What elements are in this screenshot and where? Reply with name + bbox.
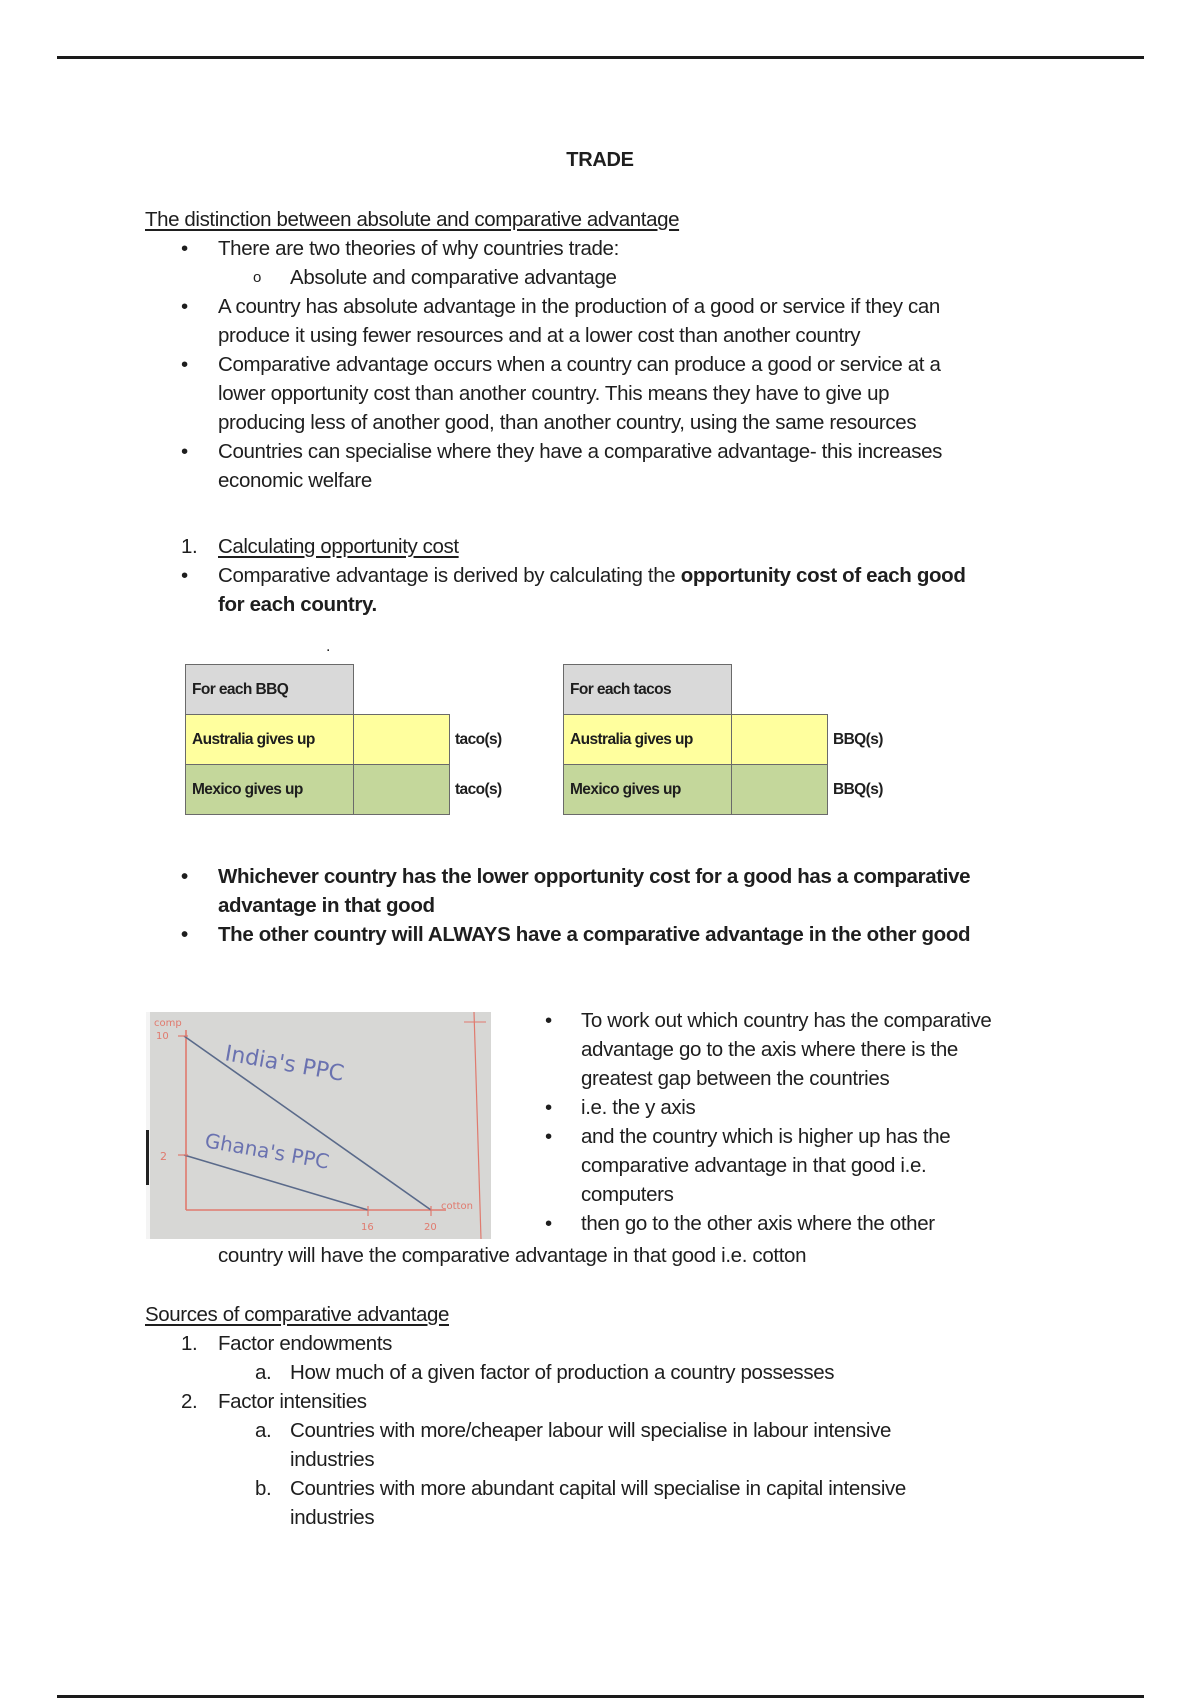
table-header: For each tacos	[564, 665, 732, 715]
section-opportunity-cost	[145, 532, 1065, 619]
svg-text:comp: comp	[154, 1018, 182, 1029]
list-item-continuation: produce it using fewer resources and at a lower cost than another country	[218, 324, 861, 347]
table-unit: taco(s)	[455, 781, 502, 798]
bullet-icon: •	[545, 1212, 552, 1235]
list-item: • A country has absolute advantage in the production of a good or service if they can	[145, 292, 1065, 321]
section-absolute-comparative	[145, 205, 1065, 495]
lettered-item-continuation: industries	[290, 1506, 375, 1529]
section-heading: Calculating opportunity cost	[218, 535, 459, 558]
table-row-label: Australia gives up	[564, 715, 732, 765]
bullet-icon: •	[545, 1096, 552, 1119]
table-unit: BBQ(s)	[833, 781, 883, 798]
section-sources	[145, 1300, 1065, 1532]
list-item: • i.e. the y axis	[545, 1093, 1065, 1122]
list-item-continuation: economic welfare	[218, 469, 372, 492]
tacos-opportunity-table	[563, 664, 898, 815]
list-item: • Whichever country has the lower opportunity cost for a good has a comparative	[145, 862, 1065, 891]
lettered-item-continuation: industries	[290, 1448, 375, 1471]
table-value-cell	[732, 765, 828, 815]
table-unit: taco(s)	[455, 731, 502, 748]
table-unit: BBQ(s)	[833, 731, 883, 748]
svg-text:cotton: cotton	[441, 1201, 473, 1212]
list-item: • Comparative advantage occurs when a country can produce a good or service at a	[145, 350, 1065, 379]
list-item: • To work out which country has the comparative advantage go to the axis where there is the greatest gap between the countries	[545, 1006, 1065, 1093]
graph-explanation-continuation: country will have the comparative advantage in that good i.e. cotton	[218, 1244, 807, 1267]
comparative-rule-bullets	[145, 862, 1065, 949]
list-item-continuation: for each country.	[218, 593, 377, 616]
list-item: • Comparative advantage is derived by calculating the opportunity cost of each good	[145, 561, 1065, 590]
lettered-item: b. Countries with more abundant capital will specialise in capital intensive	[255, 1477, 906, 1500]
bullet-icon: •	[181, 295, 188, 318]
bullet-icon: •	[181, 237, 188, 260]
top-rule	[57, 56, 1144, 59]
list-item-continuation: producing less of another good, than another country, using the same resources	[218, 411, 917, 434]
table-value-cell	[732, 715, 828, 765]
table-value-cell	[354, 765, 450, 815]
section-heading: The distinction between absolute and comparative advantage	[145, 208, 680, 231]
numbered-heading: 1. Calculating opportunity cost	[181, 535, 459, 558]
lettered-item: a. How much of a given factor of production a country possesses	[255, 1361, 835, 1384]
list-item-continuation: lower opportunity cost than another country. This means they have to give up	[218, 382, 890, 405]
list-item: • Countries can specialise where they have a comparative advantage- this increases	[145, 437, 1065, 466]
bullet-icon: •	[181, 923, 188, 946]
page-title: TRADE	[566, 149, 634, 171]
list-item: o Absolute and comparative advantage	[145, 263, 1065, 292]
svg-text:Ghana's PPC: Ghana's PPC	[203, 1128, 332, 1174]
lettered-item: a. Countries with more/cheaper labour will specialise in labour intensive	[255, 1419, 892, 1442]
table-row-label: Mexico gives up	[186, 765, 354, 815]
numbered-item: 2. Factor intensities	[181, 1390, 367, 1413]
bbq-opportunity-table	[185, 664, 520, 815]
table-header: For each BBQ	[186, 665, 354, 715]
list-item: • then go to the other axis where the other	[545, 1209, 1065, 1238]
list-item-continuation: advantage in that good	[218, 894, 435, 917]
table-row-label: Mexico gives up	[564, 765, 732, 815]
bottom-rule	[57, 1695, 1144, 1698]
svg-text:16: 16	[361, 1222, 374, 1233]
svg-text:2: 2	[160, 1150, 167, 1163]
bullet-icon: •	[545, 1125, 552, 1148]
bullet-icon: •	[181, 440, 188, 463]
numbered-item: 1. Factor endowments	[181, 1332, 393, 1355]
bullet-icon: •	[181, 865, 188, 888]
table-row-label: Australia gives up	[186, 715, 354, 765]
ppc-graph-svg	[146, 1012, 491, 1239]
table-value-cell	[354, 715, 450, 765]
ppc-graph-image	[146, 1012, 491, 1239]
stray-dot: .	[326, 638, 331, 655]
bullet-icon: •	[181, 564, 188, 587]
list-item: • and the country which is higher up has the comparative advantage in that good i.e. computers	[545, 1122, 1065, 1209]
circle-bullet-icon: o	[253, 269, 261, 286]
graph-explanation	[545, 1006, 1065, 1238]
section-heading: Sources of comparative advantage	[145, 1303, 449, 1326]
list-item: • The other country will ALWAYS have a comparative advantage in the other good	[145, 920, 1065, 949]
bullet-icon: •	[545, 1009, 552, 1032]
svg-text:India's PPC: India's PPC	[222, 1041, 346, 1087]
bullet-icon: •	[181, 353, 188, 376]
svg-text:10: 10	[156, 1031, 169, 1042]
svg-text:20: 20	[424, 1222, 437, 1233]
list-item: • There are two theories of why countries trade:	[145, 234, 1065, 263]
